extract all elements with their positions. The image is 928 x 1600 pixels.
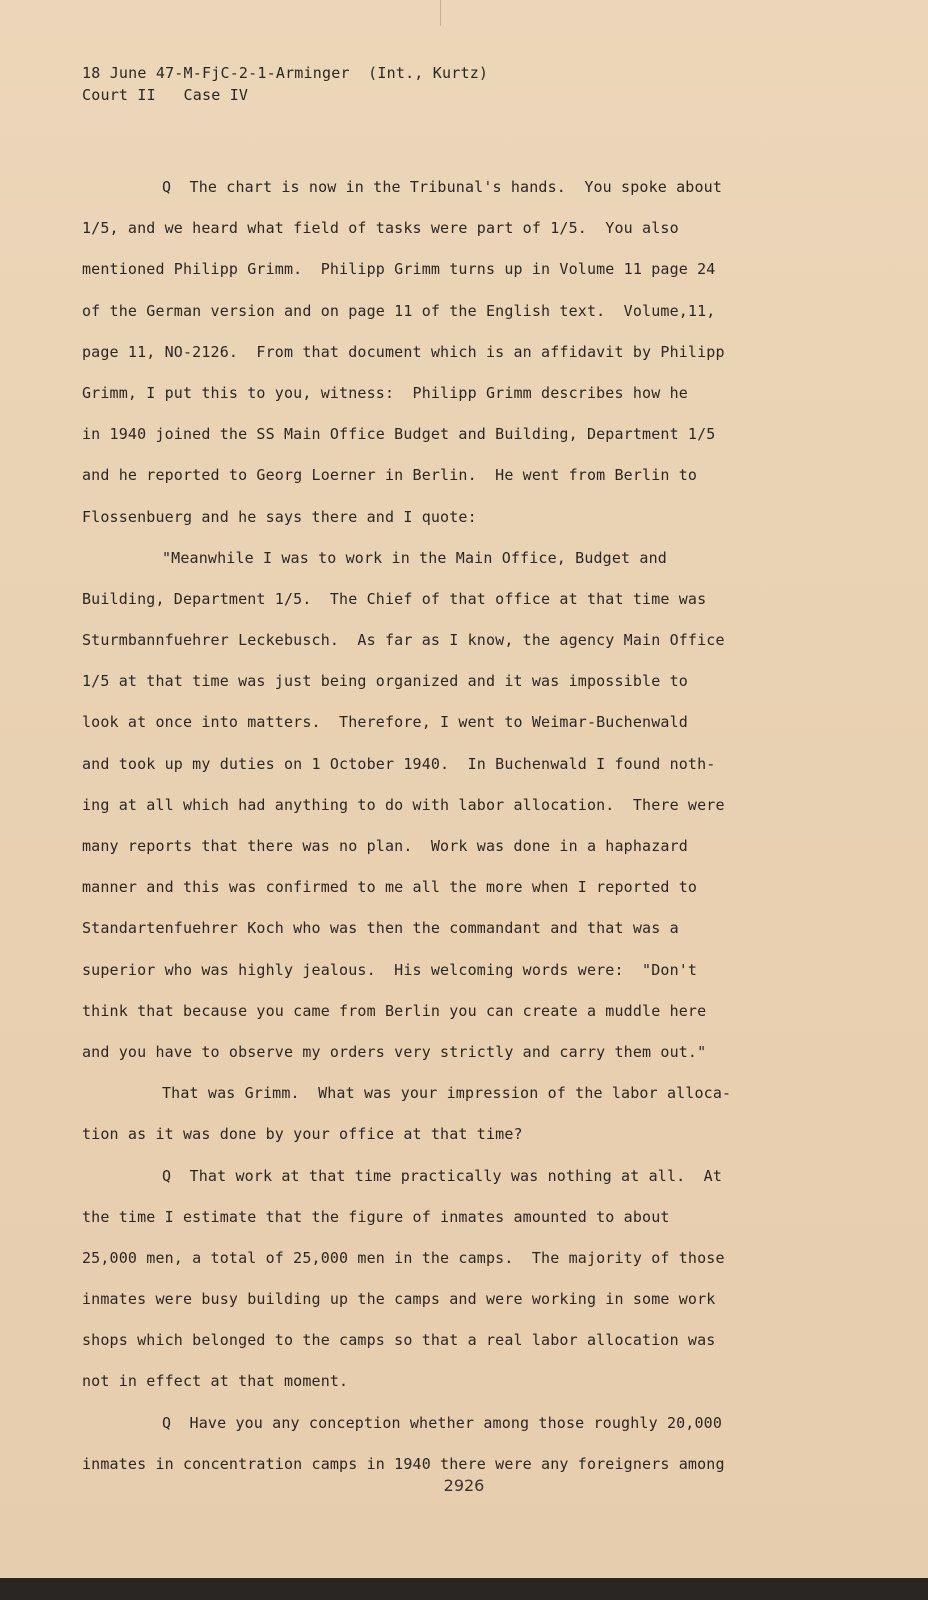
text-line: 1/5, and we heard what field of tasks were part of 1/5. You also <box>82 219 679 238</box>
text-line: That was Grimm. What was your impression of the labor alloca- <box>162 1084 732 1103</box>
text-line: 1/5 at that time was just being organized and it was impossible to <box>82 672 688 691</box>
text-line: and took up my duties on 1 October 1940. In Buchenwald I found noth- <box>82 754 716 773</box>
text-line: of the German version and on page 11 of the English text. Volume,11, <box>82 301 716 320</box>
text-line: and you have to observe my orders very strictly and carry them out." <box>82 1042 707 1061</box>
text-line: Q That work at that time practically was nothing at all. At <box>162 1166 723 1185</box>
text-line: think that because you came from Berlin you can create a muddle here <box>82 1001 707 1020</box>
text-line: Q The chart is now in the Tribunal's hands. You spoke about <box>162 178 723 196</box>
text-line: the time I estimate that the figure of inmates amounted to about <box>82 1207 670 1226</box>
text-line: Building, Department 1/5. The Chief of that office at that time was <box>82 589 707 608</box>
text-line: Q Have you any conception whether among those roughly 20,000 <box>162 1413 723 1432</box>
text-line: mentioned Philipp Grimm. Philipp Grimm turns up in Volume 11 page 24 <box>82 260 716 279</box>
header-line-2: Court II Case IV <box>82 86 249 104</box>
text-line: "Meanwhile I was to work in the Main Office, Budget and <box>162 548 667 567</box>
text-line: inmates in concentration camps in 1940 there were any foreigners among <box>82 1454 725 1473</box>
text-line: shops which belonged to the camps so that a real labor allocation was <box>82 1331 716 1350</box>
page-number: 2926 <box>443 1476 485 1495</box>
text-line: in 1940 joined the SS Main Office Budget and Building, Department 1/5 <box>82 425 716 444</box>
text-line: and he reported to Georg Loerner in Berlin. He went from Berlin to <box>82 466 698 485</box>
text-line: ing at all which had anything to do with labor allocation. There were <box>82 795 725 814</box>
text-line: inmates were busy building up the camps and were working in some work <box>82 1290 716 1309</box>
page-fold-mark <box>440 0 441 26</box>
document-header <box>82 62 488 106</box>
text-line: Standartenfuehrer Koch who was then the commandant and that was a <box>82 919 679 938</box>
text-line: Grimm, I put this to you, witness: Philipp Grimm describes how he <box>82 383 688 402</box>
text-line: tion as it was done by your office at that time? <box>82 1125 523 1144</box>
text-line: Flossenbuerg and he says there and I quote: <box>82 507 477 526</box>
text-line: Sturmbannfuehrer Leckebusch. As far as I know, the agency Main Office <box>82 631 725 650</box>
text-line: many reports that there was no plan. Work was done in a haphazard <box>82 837 688 855</box>
text-line: manner and this was confirmed to me all the more when I reported to <box>82 878 698 897</box>
text-line: not in effect at that moment. <box>82 1372 349 1391</box>
text-line: 25,000 men, a total of 25,000 men in the camps. The majority of those <box>82 1248 725 1267</box>
header-line-1: 18 June 47-M-FjC-2-1-Arminger (Int., Kurtz) <box>82 64 489 82</box>
document-body <box>82 167 807 1485</box>
text-line: look at once into matters. Therefore, I went to Weimar-Buchenwald <box>82 713 688 732</box>
text-line: page 11, NO-2126. From that document which is an affidavit by Philipp <box>82 342 725 361</box>
scan-bottom-edge <box>0 1578 928 1600</box>
text-line: superior who was highly jealous. His welcoming words were: "Don't <box>82 960 698 979</box>
